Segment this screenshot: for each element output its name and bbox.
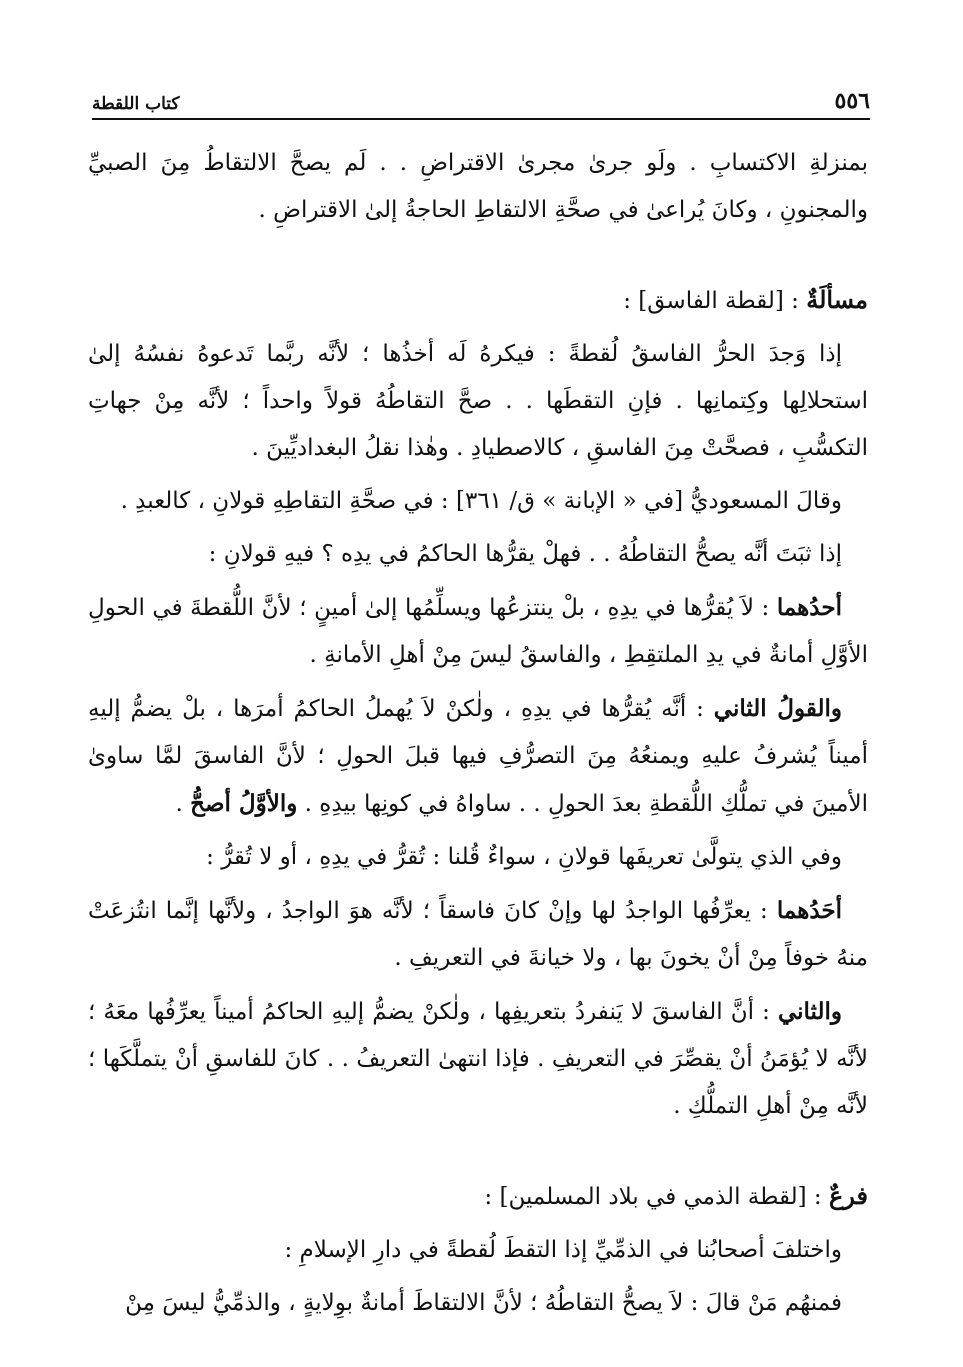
paragraph-second-view [88, 685, 868, 828]
paragraph-announce-first [88, 887, 868, 982]
lead-term: والثاني [777, 998, 842, 1025]
heading-keyword: فرعٌ [828, 1181, 868, 1210]
paragraph-end: . [175, 791, 183, 817]
heading-keyword: مسألَةٌ [806, 285, 868, 314]
paragraph-text: : لاَ يُقرُّها في يدِهِ ، بلْ ينتزعُها ويسلِّمُها إلىٰ أمينٍ ؛ لأنَّ اللُّقطةَ في الحولِ الأوَّلِ أمانةٌ في يدِ الملتقِطِ ، والفاسقُ ليسَ مِنْ أهلِ الأمانةِ . [88, 595, 868, 668]
paragraph-fasiq-ruling: إذا وَجدَ الحرُّ الفاسقُ لُقطةً : فيكرهُ لَه أخذُها ؛ لأنَّه ربَّما تَدعوهُ نفسُهُ إلىٰ استحلالِها وكِتمانِها . فإنِ التقطَها . . صحَّ التقاطُهُ قولاً واحداً ؛ لأنَّه مِنْ جهاتِ التكسُّبِ ، فصحَّتْ مِنَ الفاسقِ ، كالاصطيادِ . وهٰذا نقلُ البغداديِّينَ . [88, 341, 868, 461]
paragraph-dhimmi-dispute: واختلفَ أصحابُنا في الذمِّيِّ إذا التقطَ لُقطةً في دارِ الإسلامِ : [284, 1237, 842, 1263]
lead-term: أحدُهما [776, 594, 842, 621]
preferred-view: والأوَّلُ أصحُّ [190, 790, 298, 817]
section-heading-dhimmi [88, 1172, 868, 1221]
page-body [88, 140, 868, 1333]
paragraph-intro: بمنزلةِ الاكتسابِ . ولَو جرىٰ مجرىٰ الاقتراضِ . . لَم يصحَّ الالتقاطُ مِنَ الصبيِّ والمجنونِ ، وكانَ يُراعىٰ في صحَّةِ الالتقاطِ الحاجةُ إلىٰ الاقتراضِ . [88, 150, 868, 223]
paragraph-dhimmi-first-view: فمنهُم مَنْ قالَ : لاَ يصحُّ التقاطُهُ ؛ لأنَّ الالتقاطَ أمانةٌ بوِلايةٍ ، والذمِّيُّ ليسَ مِنْ [125, 1290, 842, 1316]
paragraph-announce-second [88, 988, 868, 1130]
paragraph-two-views: إذا ثبَتَ أنَّه يصحُّ التقاطُهُ . . فهلْ يقرُّها الحاكمُ في يدِه ؟ فيهِ قولانِ : [208, 541, 842, 567]
paragraph-text: : يعرِّفُها الواجدُ لها وإنْ كانَ فاسقاً ؛ لأنَّه هوَ الواجدُ ، ولأنَّها إنَّما انتُزعَتْ منهُ خوفاً مِنْ أنْ يخونَ بها ، ولا خيانةَ في التعريفِ . [88, 898, 868, 971]
lead-term: والقولُ الثاني [713, 695, 843, 722]
paragraph-first-view [88, 584, 868, 679]
section-heading-fasiq [88, 276, 868, 325]
paragraph-text: : أنَّ الفاسقَ لا يَنفردُ بتعريفِها ، ولٰكنْ يضمُّ إليهِ الحاكمُ أميناً يعرِّفُها معَهُ ؛ لأنَّه لا يُؤمَنُ أنْ يقصِّرَ في التعريفِ . فإذا انتهىٰ التعريفُ . . كانَ للفاسقِ أنْ يتملَّكَها ؛ لأنَّه مِنْ أهلِ التملُّكِ . [88, 999, 868, 1119]
page-number: ٥٥٦ [834, 88, 870, 114]
lead-term: أحَدُهما [776, 897, 843, 924]
paragraph-text: : أنَّه يُقرُّها في يدِهِ ، ولٰكنْ لاَ يُهملُ الحاكمُ أمرَها ، بلْ يضمُّ إليهِ أميناً يُشرفُ عليهِ ويمنعُهُ مِنَ التصرُّفِ فيها قبلَ الحولِ ؛ لأنَّ الفاسقَ لمَّا ساوىٰ الأمينَ في تملُّكِ اللُّقطةِ بعدَ الحولِ . . ساواهُ في كونِها بيدِهِ . [88, 696, 868, 817]
section-gap [88, 240, 868, 276]
paragraph-masudi: وقالَ المسعوديُّ [في « الإبانة » ق/ ٣٦١] : في صحَّةِ التقاطِهِ قولانِ ، كالعبدِ . [120, 488, 842, 514]
paragraph-announcement: وفي الذي يتولَّىٰ تعريفَها قولانِ ، سواءٌ قُلنا : تُقرُّ في يدِهِ ، أو لا تُقرُّ : [206, 844, 842, 870]
heading-title: : [لقطة الذمي في بلاد المسلمين] : [484, 1184, 822, 1210]
heading-title: : [لقطة الفاسق] : [623, 288, 799, 314]
section-gap [88, 1136, 868, 1172]
running-title: كتاب اللقطة [92, 94, 180, 114]
page-header [92, 86, 870, 120]
